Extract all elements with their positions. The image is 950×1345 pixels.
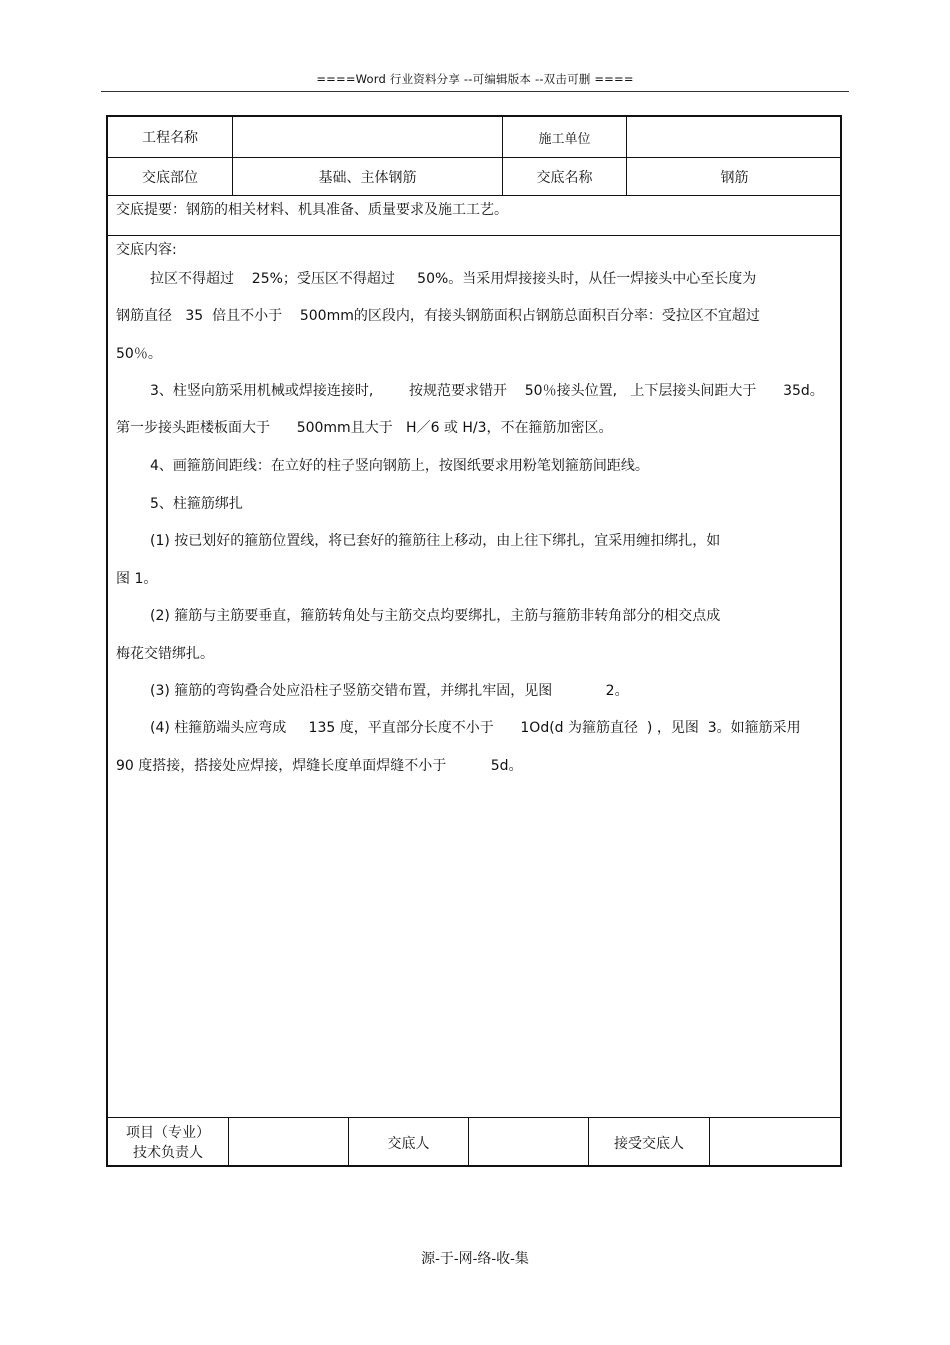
content-line: (1) 按已划好的箍筋位置线，将已套好的箍筋往上移动，由上往下绑扎，宜采用缠扣绑扎，如 bbox=[150, 533, 721, 549]
content-label: 交底内容: bbox=[116, 242, 177, 258]
content-line: 梅花交错绑扎。 bbox=[116, 646, 214, 662]
content-line: 90 度搭接，搭接处应焊接，焊缝长度单面焊缝不小于 5d。 bbox=[116, 758, 523, 774]
page-footer: 源-于-网-络-收-集 bbox=[421, 1251, 529, 1267]
project-name-label: 工程名称 bbox=[142, 130, 198, 146]
page-header: ====Word 行业资料分享 --可编辑版本 --双击可删 ==== bbox=[316, 72, 634, 86]
briefing-name-value[interactable]: 钢筋 bbox=[720, 169, 749, 186]
contractor-label: 施工单位 bbox=[538, 131, 591, 147]
content-line: 图 1。 bbox=[116, 571, 158, 587]
content-line: 拉区不得超过 25%；受压区不得超过 50%。当采用焊接接头时，从任一焊接头中心至长度为 bbox=[150, 271, 757, 287]
content-line: 50％。 bbox=[116, 346, 162, 362]
content-line: 5、柱箍筋绑扎 bbox=[150, 496, 243, 512]
receiver-label: 接受交底人 bbox=[614, 1135, 684, 1152]
content-line: (2) 箍筋与主筋要垂直，箍筋转角处与主筋交点均要绑扎，主筋与箍筋非转角部分的相交点成 bbox=[150, 608, 721, 624]
content-line: 3、柱竖向筋采用机械或焊接连接时, 按规范要求错开 50％接头位置, 上下层接头间距大于 35d。 bbox=[150, 383, 824, 399]
discloser-signature-field[interactable] bbox=[469, 1118, 588, 1167]
tech-lead-label-line1: 项目（专业） bbox=[126, 1124, 210, 1141]
row-divider bbox=[108, 195, 840, 196]
row-divider bbox=[108, 235, 840, 236]
project-name-field[interactable] bbox=[233, 117, 502, 157]
location-value[interactable]: 基础、主体钢筋 bbox=[318, 169, 417, 186]
tech-lead-label bbox=[108, 1118, 228, 1167]
tech-lead-label-line2: 技术负责人 bbox=[133, 1144, 203, 1161]
header-rule bbox=[101, 91, 849, 92]
content-line: 钢筋直径 35 倍且不小于 500mm的区段内，有接头钢筋面积占钢筋总面积百分率：受拉区不宜超过 bbox=[116, 308, 760, 324]
location-label: 交底部位 bbox=[142, 169, 198, 186]
content-line: (4) 柱箍筋端头应弯成 135 度，平直部分长度不小于 1Od(d 为箍筋直径 ) ，见图 3。如箍筋采用 bbox=[150, 720, 801, 736]
tech-lead-signature-field[interactable] bbox=[229, 1118, 348, 1167]
contractor-field[interactable] bbox=[627, 117, 842, 157]
content-line: 4、画箍筋间距线：在立好的柱子竖向钢筋上，按图纸要求用粉笔划箍筋间距线。 bbox=[150, 458, 649, 474]
receiver-signature-field[interactable] bbox=[710, 1118, 842, 1167]
content-line: 第一步接头距楼板面大于 500mm且大于 H／6 或 H/3，不在箍筋加密区。 bbox=[116, 420, 613, 436]
disclosure-form bbox=[106, 115, 842, 1167]
content-line: (3) 箍筋的弯钩叠合处应沿柱子竖筋交错布置，并绑扎牢固，见图 2。 bbox=[150, 683, 629, 699]
briefing-summary: 交底提要：钢筋的相关材料、机具准备、质量要求及施工工艺。 bbox=[116, 202, 508, 218]
briefing-name-label: 交底名称 bbox=[536, 169, 593, 186]
discloser-label: 交底人 bbox=[387, 1135, 430, 1152]
